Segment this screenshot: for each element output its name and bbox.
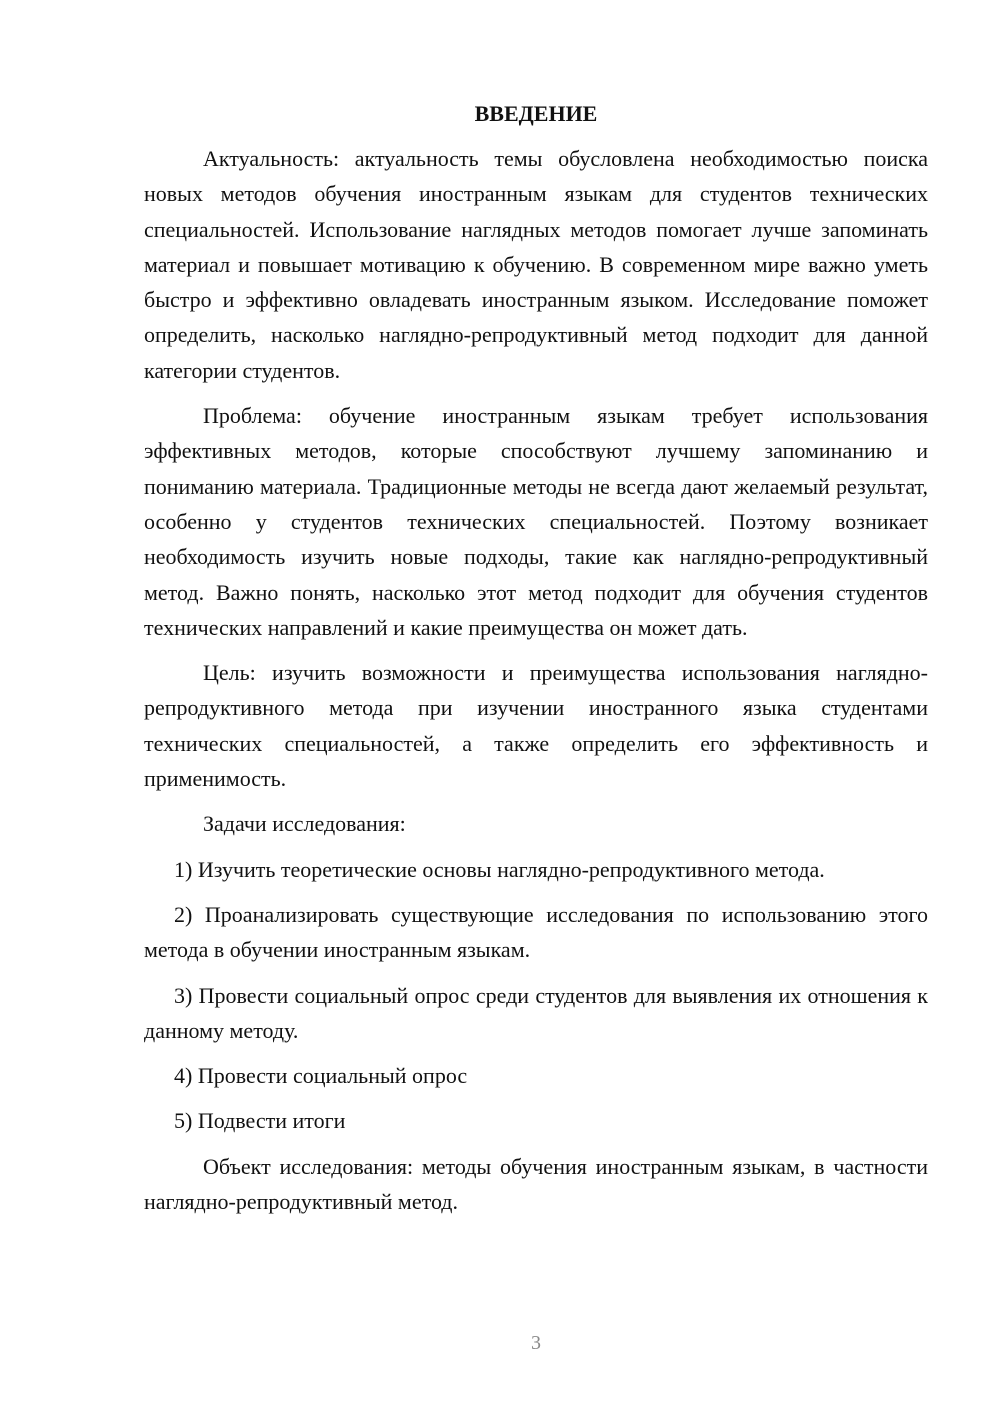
page-content	[144, 96, 928, 1229]
page-number: 3	[531, 1332, 541, 1354]
relevance-paragraph: Актуальность: актуальность темы обусловлена необходимостью поиска новых методов обучения иностранным языкам для студентов технических специальностей. Использование наглядных методов помогает лучше запоминать материал и повышает мотивацию к обучению. В современном мире важно уметь быстро и эффективно овладевать иностранным языком. Исследование поможет определить, насколько наглядно-репродуктивный метод подходит для данной категории студентов.	[144, 146, 928, 383]
task-item-3: 3) Провести социальный опрос среди студентов для выявления их отношения к данному методу.	[144, 982, 928, 1043]
task-item-1: 1) Изучить теоретические основы наглядно-репродуктивного метода.	[174, 856, 825, 882]
task-item-4: 4) Провести социальный опрос	[174, 1063, 468, 1089]
task-item-2: 2) Проанализировать существующие исследования по использованию этого метода в обучении иностранным языкам.	[144, 901, 928, 963]
tasks-heading: Задачи исследования:	[203, 811, 406, 837]
goal-paragraph: Цель: изучить возможности и преимущества использования наглядно-репродуктивного метода при изучении иностранного языка студентами технических специальностей, а также определить его эффективность и применимость.	[144, 660, 928, 792]
problem-paragraph: Проблема: обучение иностранным языкам требует использования эффективных методов, которые способствуют лучшему запоминанию и пониманию материала. Традиционные методы не всегда дают желаемый результат, особенно у студентов технических специальностей. Поэтому возникает необходимость изучить новые подходы, такие как наглядно-репродуктивный метод. Важно понять, насколько этот метод подходит для обучения студентов технических направлений и какие преимущества он может дать.	[144, 403, 928, 640]
object-paragraph: Объект исследования: методы обучения иностранным языкам, в частности наглядно-репродуктивный метод.	[144, 1153, 928, 1215]
task-item-5: 5) Подвести итоги	[174, 1108, 346, 1134]
page-title: ВВЕДЕНИЕ	[474, 101, 598, 126]
